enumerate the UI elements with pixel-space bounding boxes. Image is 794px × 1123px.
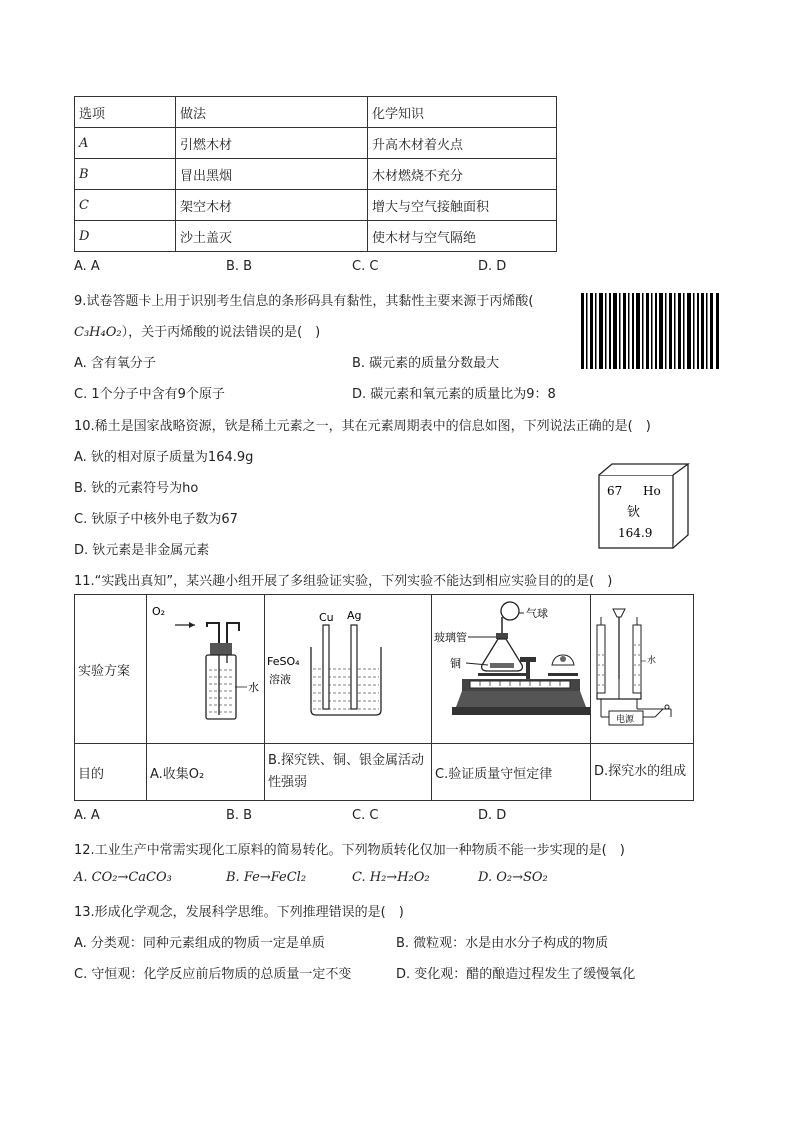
table-cell: 增大与空气接触面积 [368,190,557,221]
q12-option-a[interactable]: A. CO₂→CaCO₃ [74,870,172,885]
periodic-table-cell [598,463,690,549]
table-cell: 使木材与空气隔绝 [368,221,557,252]
table-row [75,159,557,190]
water-label-d: 水 [647,656,657,666]
copper-label: 铜 [450,657,461,670]
element-number: 67 [607,484,623,498]
q9-stem-line1: 9.试卷答题卡上用于识别考生信息的条形码具有黏性，其黏性主要来源于丙烯酸( [74,294,534,309]
q11-option-d[interactable]: D. D [478,808,507,823]
ag-label: Ag [347,609,362,622]
table-row [75,128,557,159]
barcode-image [581,293,720,369]
table-header: 做法 [176,97,368,128]
q9-option-c[interactable]: C. 1个分子中含有9个原子 [74,387,225,402]
table-cell: 架空木材 [176,190,368,221]
q11-stem: 11.“实践出真知”，某兴趣小组开展了多组验证实验，下列实验不能达到相应实验目的的是( ) [74,574,613,589]
table-cell: B [75,159,176,190]
table-row [75,221,557,252]
feso4-label: FeSO₄ [267,655,300,668]
table-row [75,595,694,744]
q13-option-d[interactable]: D. 变化观：醋的酿造过程发生了缓慢氧化 [396,967,636,982]
q9-stem-tail: ），关于丙烯酸的说法错误的是( ) [121,325,321,340]
electrolysis-diagram [591,595,681,739]
o2-label: O₂ [152,605,166,618]
glass-tube-label: 玻璃管 [434,631,467,644]
q9-option-a[interactable]: A. 含有氧分子 [74,356,156,371]
element-name: 钬 [627,505,641,520]
q11-option-b[interactable]: B. B [226,808,253,823]
table-cell: 冒出黑烟 [176,159,368,190]
figure-cell-a [147,595,265,744]
q12-option-d[interactable]: D. O₂→SO₂ [478,870,548,885]
element-symbol: Ho [643,484,661,498]
q10-option-c[interactable]: C. 钬原子中核外电子数为67 [74,512,238,527]
gas-bottle-diagram [147,595,264,739]
q11-table [74,594,694,801]
q10-option-d[interactable]: D. 钬元素是非金属元素 [74,543,210,558]
table-header-row [75,97,557,128]
purpose-c: C.验证质量守恒定律 [432,744,591,801]
beaker-diagram [265,595,431,739]
q12-option-b[interactable]: B. Fe→FeCl₂ [226,870,307,885]
power-label: 电源 [616,715,635,725]
q12-option-c[interactable]: C. H₂→H₂O₂ [352,870,430,885]
figure-cell-c [432,595,591,744]
q8-option-a[interactable]: A. A [74,259,100,274]
q9-formula: C₃H₄O₂ [74,325,122,340]
q13-stem: 13.形成化学观念，发展科学思维。下列推理错误的是( ) [74,905,404,920]
q13-option-a[interactable]: A. 分类观：同种元素组成的物质一定是单质 [74,936,325,951]
q8-table [74,96,557,252]
table-cell: 升高木材着火点 [368,128,557,159]
purpose-a: A.收集O₂ [147,744,265,801]
q8-option-b[interactable]: B. B [226,259,253,274]
figure-cell-d [591,595,694,744]
table-cell: D [75,221,176,252]
q9-option-b[interactable]: B. 碳元素的质量分数最大 [352,356,500,371]
q12-stem: 12.工业生产中常需实现化工原料的简易转化。下列物质转化仅加一种物质不能一步实现的是( ) [74,843,625,858]
table-cell: 实验方案 [75,595,147,744]
table-cell: 目的 [75,744,147,801]
table-row [75,744,694,801]
q11-option-a[interactable]: A. A [74,808,100,823]
table-row [75,190,557,221]
q8-option-d[interactable]: D. D [478,259,507,274]
q9-stem-line2 [74,321,320,340]
table-cell: C [75,190,176,221]
table-header: 化学知识 [368,97,557,128]
element-mass: 164.9 [618,526,653,540]
q9-option-d[interactable]: D. 碳元素和氧元素的质量比为9：8 [352,387,556,402]
solution-label: 溶液 [269,673,291,686]
balloon-label: 气球 [526,607,548,620]
table-header: 选项 [75,97,176,128]
table-cell: 木材燃烧不充分 [368,159,557,190]
q11-option-c[interactable]: C. C [352,808,379,823]
q13-option-c[interactable]: C. 守恒观：化学反应前后物质的总质量一定不变 [74,967,352,982]
balance-diagram [432,595,590,739]
purpose-b: B.探究铁、铜、银金属活动性强弱 [265,744,432,801]
cu-label: Cu [319,611,334,624]
q10-option-b[interactable]: B. 钬的元素符号为ho [74,481,199,496]
table-cell: 沙土盖灭 [176,221,368,252]
purpose-d: D.探究水的组成 [591,744,694,801]
table-cell: A [75,128,176,159]
q10-stem: 10.稀土是国家战略资源，钬是稀土元素之一，其在元素周期表中的信息如图，下列说法正确的是( ) [74,419,651,434]
table-cell: 引燃木材 [176,128,368,159]
q10-option-a[interactable]: A. 钬的相对原子质量为164.9g [74,450,254,465]
water-label: 水 [248,681,259,694]
figure-cell-b [265,595,432,744]
q8-option-c[interactable]: C. C [352,259,379,274]
q13-option-b[interactable]: B. 微粒观：水是由水分子构成的物质 [396,936,609,951]
